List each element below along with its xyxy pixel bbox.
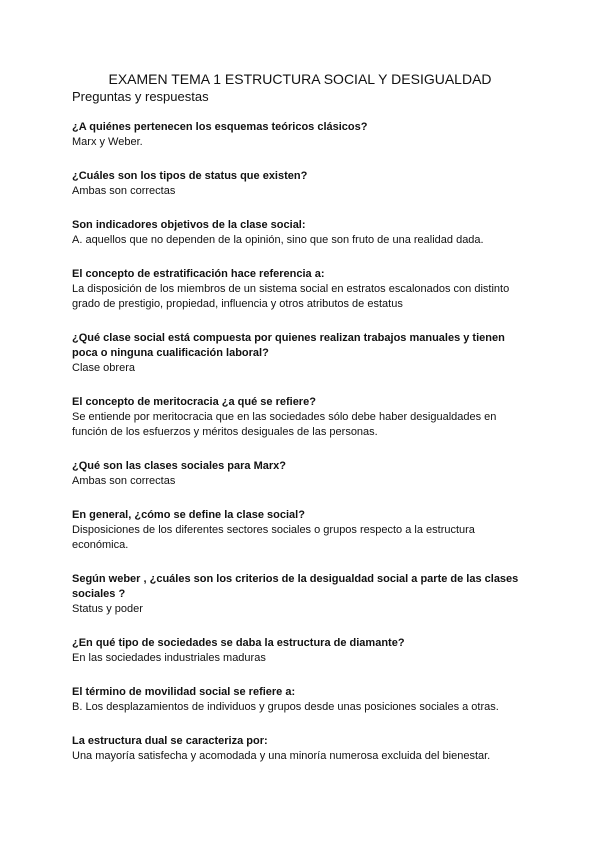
answer-text: Se entiende por meritocracia que en las sociedades sólo debe haber desigualdades en función de los esfuerzos y méritos desiguales de las personas. (72, 411, 497, 438)
question-text: ¿A quiénes pertenecen los esquemas teóricos clásicos? (72, 121, 368, 133)
question-text: ¿Qué son las clases sociales para Marx? (72, 460, 286, 472)
answer-text: En las sociedades industriales maduras (72, 652, 266, 664)
qa-list (72, 120, 527, 783)
question-text: La estructura dual se caracteriza por: (72, 735, 268, 747)
answer-text: Marx y Weber. (72, 136, 143, 148)
answer-text: Status y poder (72, 603, 143, 615)
qa-item (72, 331, 527, 376)
qa-item (72, 508, 527, 553)
question-text: ¿En qué tipo de sociedades se daba la estructura de diamante? (72, 637, 405, 649)
qa-item (72, 267, 527, 312)
answer-text: Ambas son correctas (72, 185, 176, 197)
answer-text: A. aquellos que no dependen de la opinión, sino que son fruto de una realidad dada. (72, 234, 484, 246)
answer-text: Clase obrera (72, 362, 135, 374)
question-text: El concepto de estratificación hace referencia a: (72, 268, 325, 280)
qa-item (72, 685, 527, 715)
qa-item (72, 572, 527, 617)
document-subtitle: Preguntas y respuestas (72, 89, 209, 104)
qa-item (72, 395, 527, 440)
answer-text: Ambas son correctas (72, 475, 176, 487)
answer-text: B. Los desplazamientos de individuos y grupos desde unas posiciones sociales a otras. (72, 701, 499, 713)
question-text: Según weber , ¿cuáles son los criterios de la desigualdad social a parte de las clases sociales ? (72, 573, 519, 600)
answer-text: Disposiciones de los diferentes sectores sociales o grupos respecto a la estructura económica. (72, 524, 475, 551)
answer-text: Una mayoría satisfecha y acomodada y una minoría numerosa excluida del bienestar. (72, 750, 491, 762)
question-text: Son indicadores objetivos de la clase social: (72, 219, 306, 231)
question-text: ¿Qué clase social está compuesta por quienes realizan trabajos manuales y tienen poca o ninguna cualificación laboral? (72, 332, 505, 359)
question-text: ¿Cuáles son los tipos de status que existen? (72, 170, 308, 182)
question-text: El concepto de meritocracia ¿a qué se refiere? (72, 396, 316, 408)
document-title: EXAMEN TEMA 1 ESTRUCTURA SOCIAL Y DESIGUALDAD (108, 71, 492, 87)
qa-item (72, 218, 527, 248)
qa-item (72, 120, 527, 150)
qa-item (72, 169, 527, 199)
question-text: El término de movilidad social se refiere a: (72, 686, 296, 698)
qa-item (72, 459, 527, 489)
question-text: En general, ¿cómo se define la clase social? (72, 509, 305, 521)
qa-item (72, 734, 527, 764)
answer-text: La disposición de los miembros de un sistema social en estratos escalonados con distinto grado de prestigio, propiedad, influencia y otros atributos de estatus (72, 283, 510, 310)
qa-item (72, 636, 527, 666)
